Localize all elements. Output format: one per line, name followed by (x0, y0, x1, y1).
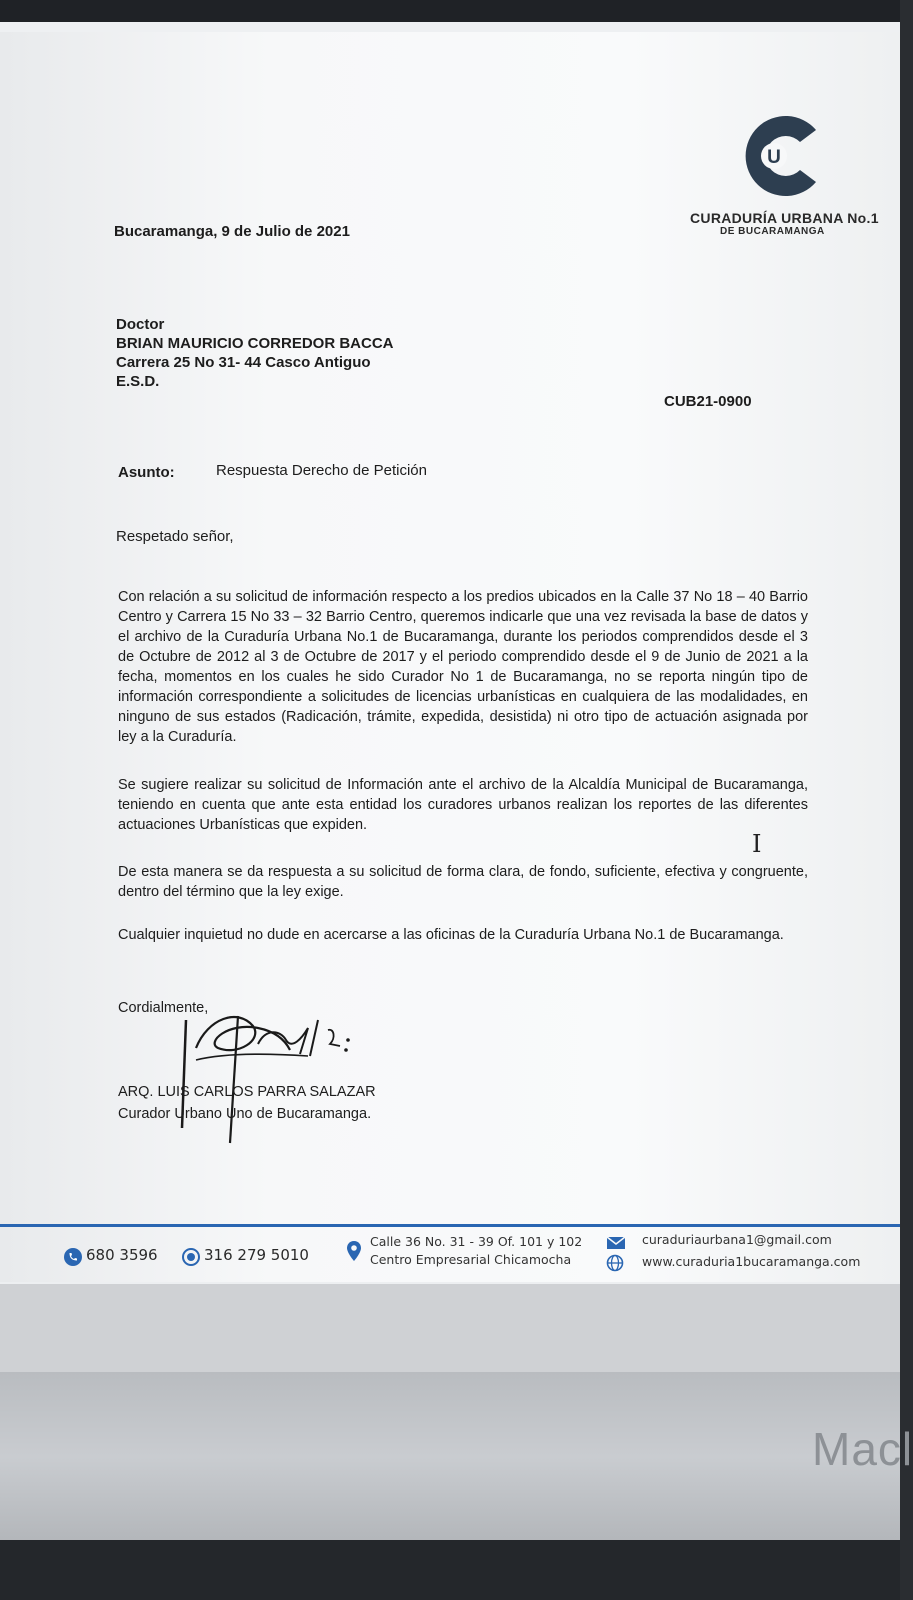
location-pin-icon (346, 1240, 362, 1262)
signer-role: Curador Urbano Uno de Bucaramanga. (118, 1106, 372, 1122)
recipient-esd: E.S.D. (116, 373, 160, 390)
reference-number: CUB21-0900 (664, 393, 752, 410)
body-paragraph: Con relación a su solicitud de información respecto a los predios ubicados en la Calle 37 No 18 – 40 Barrio Centro y Carrera 15 No 33 – 32 Barrio Centro, queremos indicarle que una vez revisada la base de datos y el archivo de la Curaduría Urbana No.1 de Bucaramanga, durante los periodos comprendidos desde el 3 de Octubre de 2012 al 3 de Octubre de 2017 y el periodo comprendido desde el 9 de Junio de 2021 a la fecha, momentos en los cuales he sido Curador No 1 de Bucaramanga, no se reporta ningún tipo de información correspondiente a solicitudes de licencias urbanísticas en cualquiera de las modalidades, en ninguno de sus estados (Radicación, trámite, expedida, desistida) ni otro tipo de actuación asignada por ley a la Curaduría. (118, 589, 808, 745)
screen-bottom-band (0, 1284, 900, 1372)
footer-rule (0, 1224, 900, 1227)
curaduria-logo-icon (738, 108, 834, 204)
body-paragraph: Cualquier inquietud no dude en acercarse a las oficinas de la Curaduría Urbana No.1 de Bucaramanga. (118, 927, 784, 943)
subject-label: Asunto: (118, 464, 175, 481)
handwritten-signature (168, 1008, 378, 1148)
globe-icon (606, 1254, 624, 1272)
recipient-address: Carrera 25 No 31- 44 Casco Antiguo (116, 354, 371, 371)
device-label: Macl (812, 1423, 913, 1475)
footer-address-line1: Calle 36 No. 31 - 39 Of. 101 y 102 (370, 1234, 583, 1249)
footer-email[interactable]: curaduriaurbana1@gmail.com (642, 1232, 832, 1247)
text-cursor-icon: I (752, 830, 762, 858)
closing: Cordialmente, (118, 1000, 209, 1016)
desk-shadow (0, 1540, 900, 1600)
laptop-body (0, 1372, 900, 1542)
whatsapp-icon (182, 1248, 200, 1266)
screen (0, 22, 900, 1372)
signer-name: ARQ. LUIS CARLOS PARRA SALAZAR (118, 1084, 376, 1100)
email-icon (606, 1236, 626, 1250)
monitor-bezel-top (0, 0, 900, 24)
whatsapp-number: 316 279 5010 (204, 1246, 309, 1264)
phone-number: 680 3596 (86, 1246, 158, 1264)
document-page (0, 32, 900, 1282)
greeting: Respetado señor, (116, 528, 234, 545)
recipient-title: Doctor (116, 316, 165, 333)
subject-text: Respuesta Derecho de Petición (216, 462, 427, 479)
letter-date: Bucaramanga, 9 de Julio de 2021 (114, 223, 350, 240)
body-paragraph: Se sugiere realizar su solicitud de Información ante el archivo de la Alcaldía Municipal de Bucaramanga, teniendo en cuenta que ante esta entidad los curadores urbanos realizan los reportes de las diferentes actuaciones Urbanísticas que expiden. (118, 777, 808, 833)
recipient-block (116, 315, 394, 391)
phone-icon (64, 1248, 82, 1266)
logo-letter: U (767, 147, 781, 168)
body-paragraph: De esta manera se da respuesta a su solicitud de forma clara, de fondo, suficiente, efectiva y congruente, dentro del término que la ley exige. (118, 864, 808, 900)
letterhead-name: CURADURÍA URBANA No.1 (690, 210, 879, 226)
footer-website[interactable]: www.curaduria1bucaramanga.com (642, 1254, 861, 1269)
recipient-name: BRIAN MAURICIO CORREDOR BACCA (116, 335, 394, 352)
letterhead-subname: DE BUCARAMANGA (720, 226, 825, 237)
footer-address-line2: Centro Empresarial Chicamocha (370, 1252, 572, 1267)
